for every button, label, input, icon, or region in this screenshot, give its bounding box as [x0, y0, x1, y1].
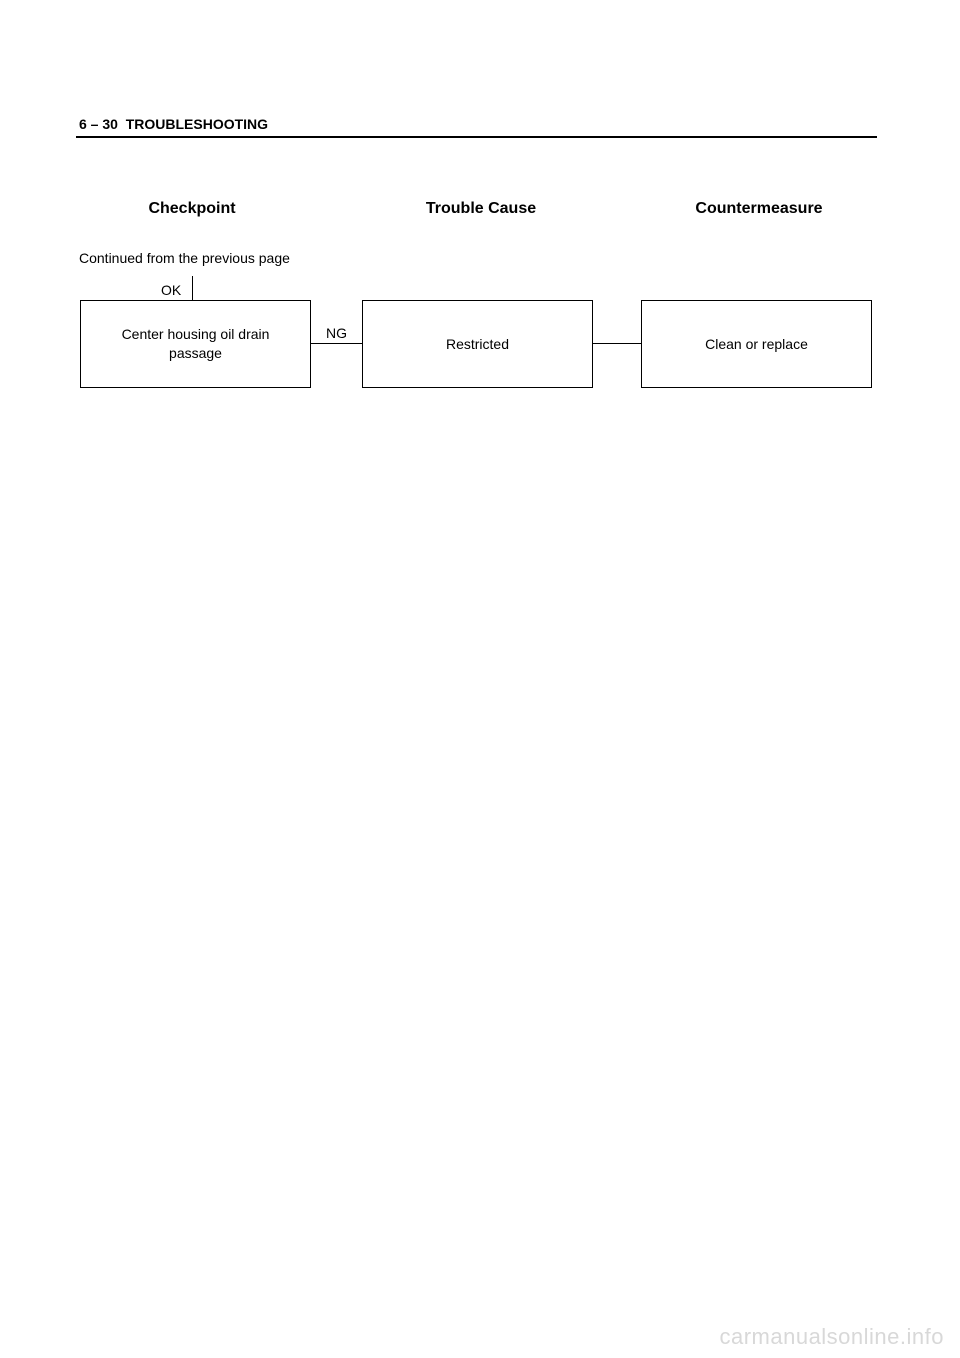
ok-label: OK	[161, 282, 182, 298]
ok-connector-line	[192, 276, 193, 300]
ng-label: NG	[326, 325, 347, 341]
countermeasure-box-text: Clean or replace	[705, 335, 808, 352]
trouble-cause-box-text: Restricted	[445, 335, 510, 352]
checkpoint-box-text: Center housing oil drain passage	[121, 326, 270, 361]
checkpoint-box	[80, 300, 311, 388]
column-heading-checkpoint: Checkpoint	[148, 200, 236, 217]
column-heading-trouble-cause: Trouble Cause	[425, 200, 537, 217]
countermeasure-box	[641, 300, 872, 388]
column-heading-countermeasure: Countermeasure	[695, 200, 823, 217]
cause-measure-connector-line	[593, 343, 642, 344]
ng-connector-line	[311, 343, 363, 344]
watermark: carmanualsonline.info	[719, 1324, 944, 1349]
page-title: 6 – 30 TROUBLESHOOTING	[79, 116, 269, 132]
trouble-cause-box	[362, 300, 593, 388]
page-header	[76, 116, 877, 138]
continued-note: Continued from the previous page	[79, 250, 290, 266]
